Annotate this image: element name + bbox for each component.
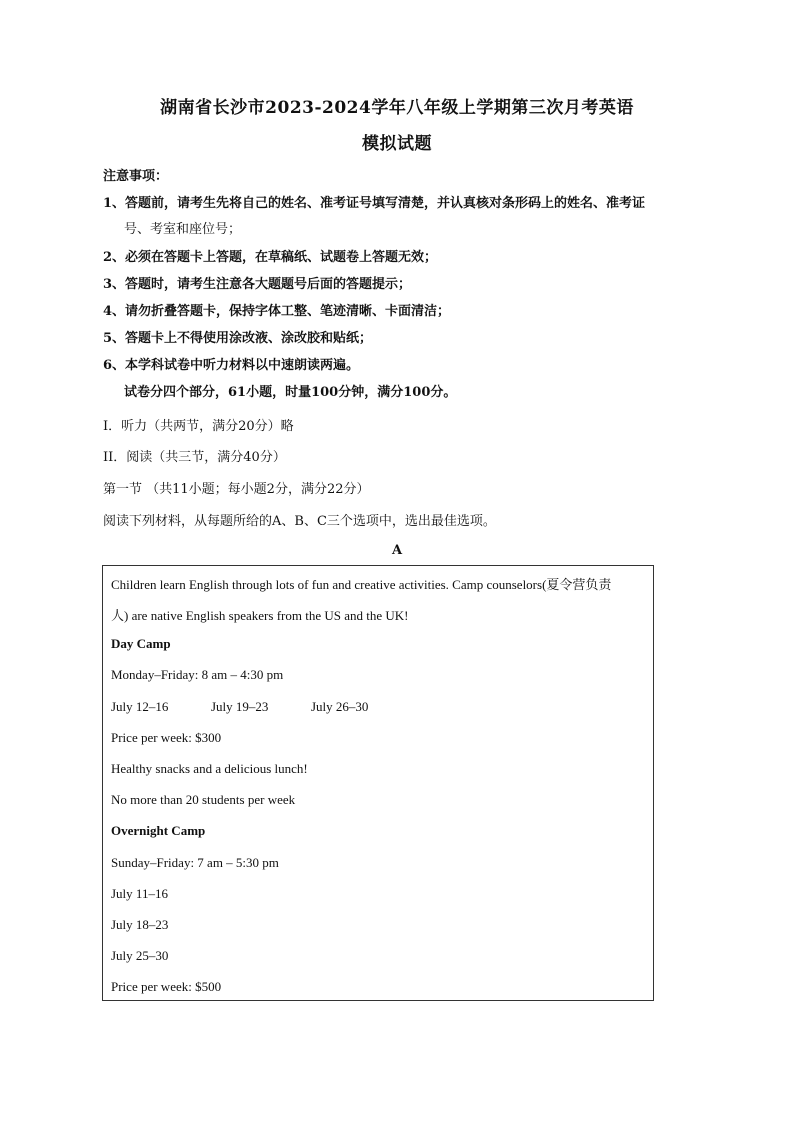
overnight-camp-date: July 18–23 — [111, 917, 169, 932]
notice-item-6: 6、本学科试卷中听力材料以中速朗读两遍。 — [103, 358, 360, 373]
day-camp-hours: Monday–Friday: 8 am – 4:30 pm — [111, 667, 284, 682]
overnight-camp-price: Price per week: $500 — [111, 979, 222, 994]
day-camp-date: July 12–16 — [111, 699, 169, 714]
notice-item-5: 5、答题卡上不得使用涂改液、涂改胶和贴纸； — [103, 331, 373, 346]
notice-item-4: 4、请勿折叠答题卡，保持字体工整、笔迹清晰、卡面清洁； — [103, 304, 451, 319]
notice-item-2: 2、必须在答题卡上答题，在草稿纸、试题卷上答题无效； — [103, 250, 438, 265]
page-title: 湖南省长沙市2023-2024学年八年级上学期第三次月考英语 — [160, 98, 634, 118]
passage-intro-2: 人) are native English speakers from the US and the UK! — [111, 608, 409, 623]
notice-item-3: 3、答题时，请考生注意各大题题号后面的答题提示； — [103, 277, 412, 292]
passage-box — [102, 565, 654, 1001]
day-camp-heading: Day Camp — [111, 636, 171, 651]
notice-item-summary: 试卷分四个部分，61小题，时量100分钟，满分100分。 — [124, 385, 457, 400]
reading-instruction: 阅读下列材料，从每题所给的A、B、C三个选项中，选出最佳选项。 — [103, 514, 496, 529]
notice-item-1-cont: 号、考室和座位号； — [124, 222, 242, 237]
notice-heading: 注意事项： — [103, 169, 169, 184]
part-2-heading: II．阅读（共三节，满分40分） — [103, 450, 286, 465]
day-camp-food: Healthy snacks and a delicious lunch! — [111, 761, 308, 776]
day-camp-date: July 26–30 — [311, 699, 369, 714]
day-camp-price: Price per week: $300 — [111, 730, 222, 745]
passage-label: A — [391, 543, 403, 558]
overnight-camp-hours: Sunday–Friday: 7 am – 5:30 pm — [111, 855, 279, 870]
overnight-camp-heading: Overnight Camp — [111, 823, 206, 838]
overnight-camp-date: July 25–30 — [111, 948, 169, 963]
page-subtitle: 模拟试题 — [362, 134, 432, 154]
overnight-camp-date: July 11–16 — [111, 886, 168, 901]
day-camp-date: July 19–23 — [211, 699, 269, 714]
part-1-heading: I．听力（共两节，满分20分）略 — [103, 419, 294, 434]
notice-item-1: 1、答题前，请考生先将自己的姓名、准考证号填写清楚，并认真核对条形码上的姓名、准考证 — [103, 196, 646, 211]
passage-intro-1: Children learn English through lots of fun and creative activities. Camp counselors(夏令营负责 — [111, 577, 612, 592]
day-camp-dates — [111, 699, 411, 715]
section-1-heading: 第一节 （共11小题；每小题2分，满分22分） — [103, 482, 370, 497]
day-camp-limit: No more than 20 students per week — [111, 792, 296, 807]
